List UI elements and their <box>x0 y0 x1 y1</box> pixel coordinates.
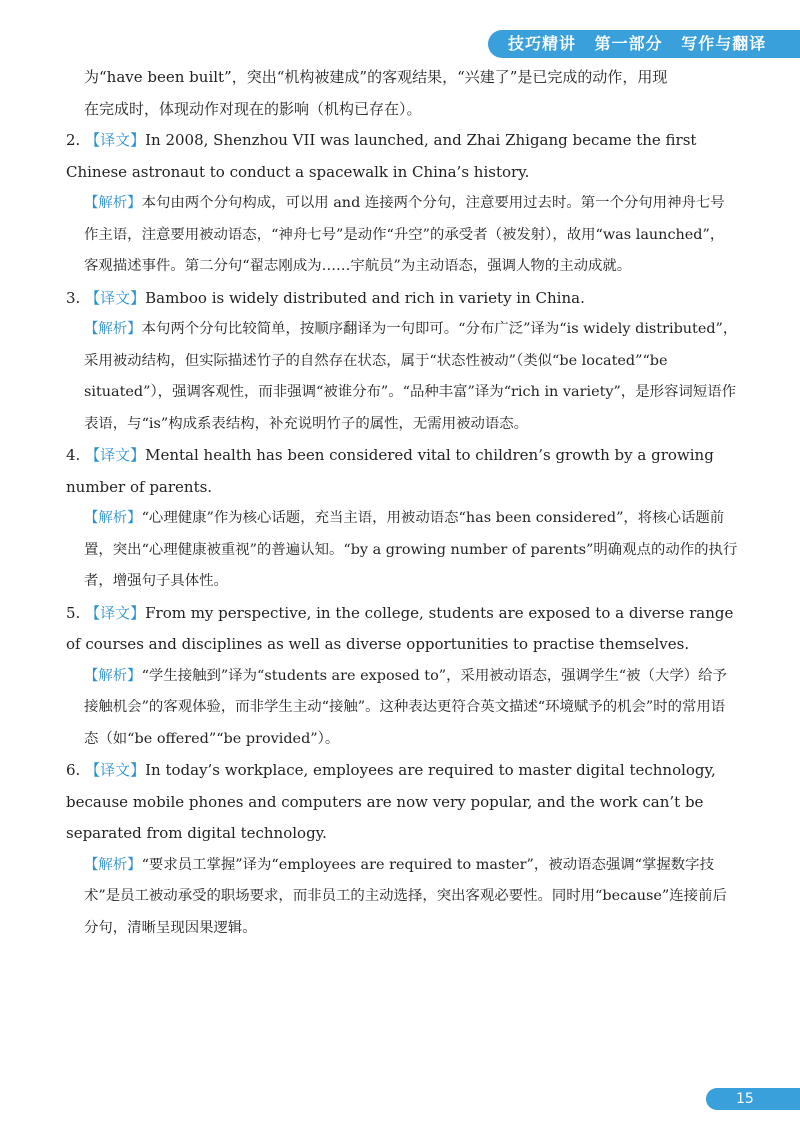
intro-line-2: 在完成时，体现动作对现在的影响（机构已存在）。 <box>84 99 422 118</box>
analysis-tag: 【解析】 <box>84 510 142 526</box>
analysis-text: 本句由两个分句构成，可以用 and 连接两个分句，注意要用过去时。第一个分句用神舟七号作主语，注意要用被动语态，“神舟七号”是动作“升空”的承受者（被发射），故用“was launched”，客观描述事件。第二分句“翟志刚成为……宇航员”为主动语态，强调人物的主动成就。 <box>84 195 725 274</box>
translation-tag: 【译文】 <box>85 446 146 464</box>
item-number: 5. <box>66 603 81 622</box>
header-book: 技巧精讲 <box>508 34 577 53</box>
item-translation <box>66 755 738 850</box>
analysis-text: “心理健康”作为核心话题，充当主语，用被动语态“has been considered”，将核心话题前置，突出“心理健康被重视”的普遍认知。“by a growing number of parents”明确观点的动作的执行者，增强句子具体性。 <box>84 510 738 589</box>
item-number: 6. <box>66 761 81 779</box>
translation-tag: 【译文】 <box>85 761 146 779</box>
header-part: 第一部分 <box>594 34 663 53</box>
translation-tag: 【译文】 <box>85 131 146 149</box>
header-section: 写作与翻译 <box>681 34 767 53</box>
item-analysis <box>66 503 738 598</box>
analysis-text: 本句两个分句比较简单，按顺序翻译为一句即可。“分布广泛”译为“is widely distributed”，采用被动结构，但实际描述竹子的自然存在状态，属于“状态性被动”（类似“be located”“be situated”），强调客观性，而非强调“被谁分布”。“品种丰富”译为“rich in variety”，是形容词短语作表语，与“is”构成系表结构，补充说明竹子的属性，无需用被动语态。 <box>84 321 738 432</box>
translation-text: In 2008, Shenzhou VII was launched, and Zhai Zhigang became the first Chinese astronaut to conduct a spacewalk in China’s history. <box>66 131 697 181</box>
item-6 <box>66 755 738 944</box>
item-number: 3. <box>66 288 81 307</box>
item-analysis <box>66 661 738 756</box>
header-tab <box>488 30 800 58</box>
item-translation <box>66 283 738 315</box>
item-translation <box>66 125 738 188</box>
item-2 <box>66 125 738 283</box>
analysis-tag: 【解析】 <box>84 667 142 684</box>
item-analysis <box>66 850 738 945</box>
analysis-text: “要求员工掌握”译为“employees are required to master”，被动语态强调“掌握数字技术”是员工被动承受的职场要求，而非员工的主动选择，突出客观必要性。同时用“because”连接前后分句，清晰呈现因果逻辑。 <box>84 856 727 936</box>
analysis-text: “学生接触到”译为“students are exposed to”，采用被动语态，强调学生“被（大学）给予接触机会”的客观体验，而非学生主动“接触”。这种表达更符合英文描述“环境赋予的机会”时的常用语态（如“be offered”“be provided”）。 <box>84 667 727 747</box>
page-content <box>66 62 738 944</box>
translation-text: From my perspective, in the college, students are exposed to a diverse range of courses and disciplines as well as diverse opportunities to practise themselves. <box>66 603 734 653</box>
translation-text: In today’s workplace, employees are required to master digital technology, because mobile phones and computers are now very popular, and the work can’t be separated from digital technology. <box>66 761 716 842</box>
page-number: 15 <box>706 1088 800 1110</box>
intro-line-1: 为“have been built”，突出“机构被建成”的客观结果，“兴建了”是已完成的动作，用现 <box>84 68 668 86</box>
item-analysis <box>66 314 738 440</box>
item-5 <box>66 598 738 756</box>
item-number: 4. <box>66 446 81 464</box>
item-analysis <box>66 188 738 283</box>
translation-text: Bamboo is widely distributed and rich in variety in China. <box>145 288 585 307</box>
item-number: 2. <box>66 131 81 149</box>
item-3 <box>66 283 738 441</box>
analysis-tag: 【解析】 <box>84 321 142 337</box>
translation-text: Mental health has been considered vital to children’s growth by a growing number of parents. <box>66 446 714 496</box>
translation-tag: 【译文】 <box>85 288 146 307</box>
item-4 <box>66 440 738 598</box>
item-translation <box>66 440 738 503</box>
analysis-tag: 【解析】 <box>84 195 142 211</box>
translation-tag: 【译文】 <box>85 603 146 622</box>
analysis-tag: 【解析】 <box>84 856 142 873</box>
item-translation <box>66 598 738 661</box>
